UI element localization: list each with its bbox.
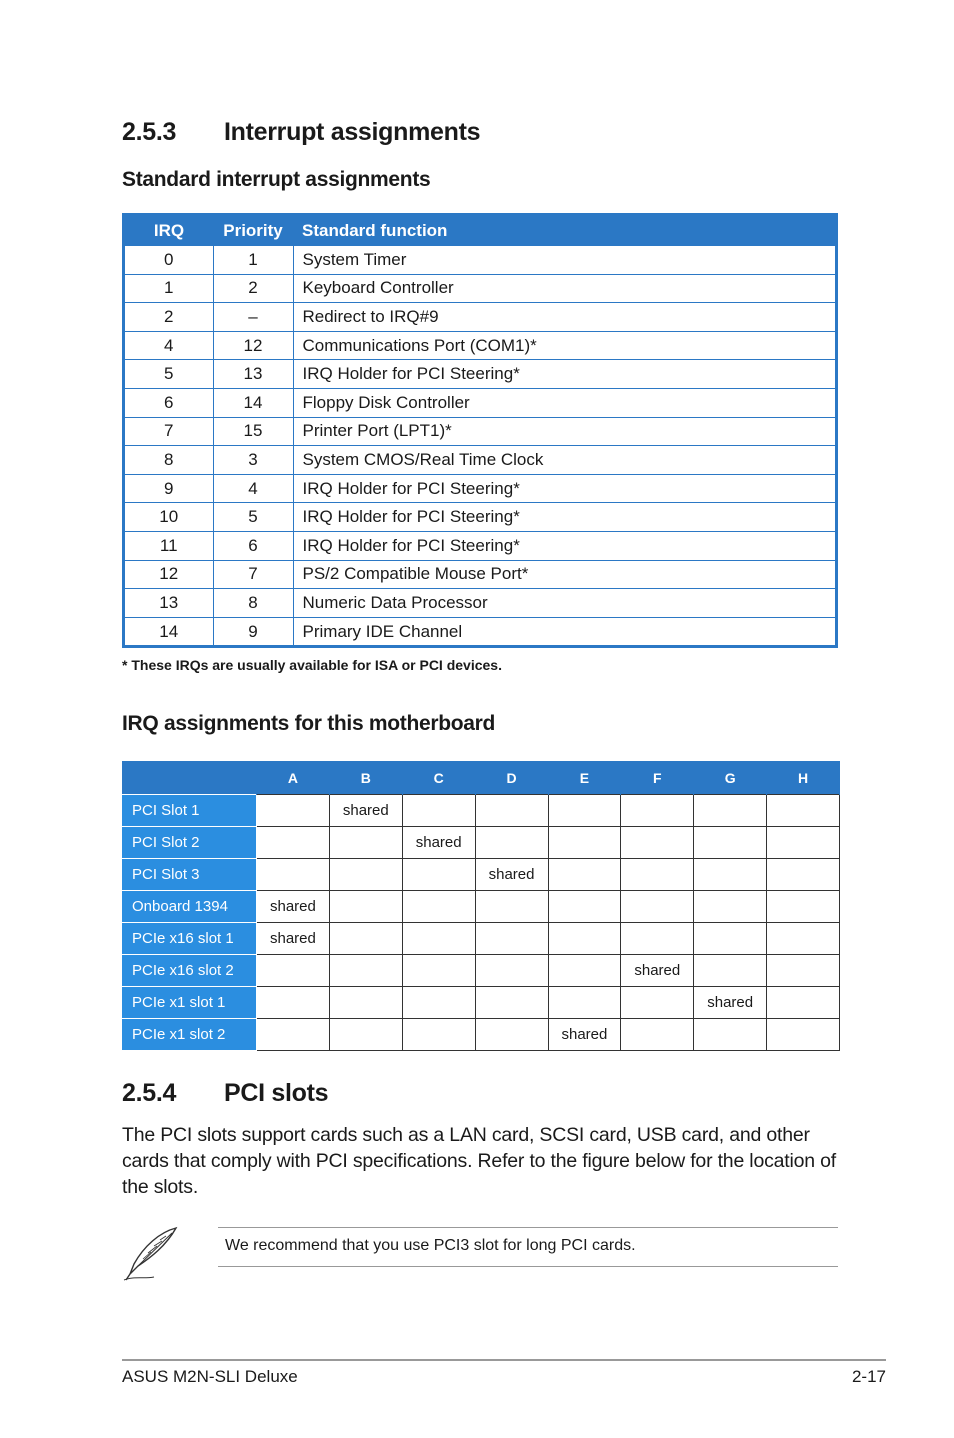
function-cell: Keyboard Controller — [293, 274, 837, 303]
priority-cell: 7 — [213, 560, 293, 589]
assignment-cell — [694, 859, 767, 891]
table-row — [124, 589, 837, 618]
assignment-cell — [257, 1019, 330, 1051]
standard-interrupt-title: Standard interrupt assignments — [122, 168, 431, 191]
assignment-cell — [548, 923, 621, 955]
irq-assignments-body — [122, 795, 840, 1051]
assignment-cell — [621, 987, 694, 1019]
assignment-cell — [329, 923, 402, 955]
assignment-cell — [402, 987, 475, 1019]
row-label: PCIe x1 slot 2 — [122, 1019, 257, 1051]
irq-cell: 7 — [124, 417, 214, 446]
priority-cell: 6 — [213, 531, 293, 560]
assignment-cell — [329, 891, 402, 923]
function-cell: Numeric Data Processor — [293, 589, 837, 618]
assignment-cell — [548, 891, 621, 923]
table-row — [122, 795, 840, 827]
table-row — [124, 617, 837, 647]
function-cell: Printer Port (LPT1)* — [293, 417, 837, 446]
header-column-h: H — [767, 761, 840, 795]
table-header-row — [124, 215, 837, 246]
row-label: PCIe x1 slot 1 — [122, 987, 257, 1019]
assignment-cell — [257, 955, 330, 987]
irq-assignments-table — [122, 761, 840, 1051]
assignment-cell — [621, 1019, 694, 1051]
function-cell: IRQ Holder for PCI Steering* — [293, 531, 837, 560]
quill-pen-icon — [120, 1224, 182, 1282]
priority-cell: 4 — [213, 474, 293, 503]
header-column-c: C — [402, 761, 475, 795]
header-column-e: E — [548, 761, 621, 795]
table-row — [124, 417, 837, 446]
note-text: We recommend that you use PCI3 slot for long PCI cards. — [225, 1237, 636, 1254]
section-title-text: Interrupt assignments — [224, 118, 481, 146]
table-row — [122, 987, 840, 1019]
assignment-cell — [402, 1019, 475, 1051]
footer-page-number: 2-17 — [851, 1367, 886, 1386]
function-cell: PS/2 Compatible Mouse Port* — [293, 560, 837, 589]
priority-cell: – — [213, 303, 293, 332]
assignment-cell — [621, 795, 694, 827]
priority-cell: 14 — [213, 388, 293, 417]
table-row — [124, 331, 837, 360]
pci-slots-paragraph: The PCI slots support cards such as a LAN card, SCSI card, USB card, and other cards that comply with PCI specifications. Refer to the figure below for the location of the slots. — [122, 1124, 837, 1198]
assignment-cell — [548, 987, 621, 1019]
assignment-cell: shared — [257, 923, 330, 955]
header-blank — [122, 761, 257, 795]
assignment-cell — [402, 859, 475, 891]
header-column-a: A — [257, 761, 330, 795]
table-row — [124, 503, 837, 532]
table-row — [122, 923, 840, 955]
function-cell: Primary IDE Channel — [293, 617, 837, 647]
irq-cell: 6 — [124, 388, 214, 417]
table-row — [124, 474, 837, 503]
note-top-rule — [218, 1227, 838, 1228]
table-row — [122, 827, 840, 859]
priority-cell: 2 — [213, 274, 293, 303]
assignment-cell: shared — [329, 795, 402, 827]
irq-cell: 5 — [124, 360, 214, 389]
standard-interrupt-body — [124, 246, 837, 647]
assignment-cell — [767, 827, 840, 859]
table-row — [124, 446, 837, 475]
function-cell: Communications Port (COM1)* — [293, 331, 837, 360]
header-priority: Priority — [213, 215, 293, 246]
function-cell: IRQ Holder for PCI Steering* — [293, 474, 837, 503]
assignment-cell — [329, 859, 402, 891]
assignment-cell: shared — [402, 827, 475, 859]
irq-cell: 12 — [124, 560, 214, 589]
standard-interrupt-table — [122, 213, 838, 648]
note-bottom-rule — [218, 1266, 838, 1267]
assignment-cell — [402, 923, 475, 955]
assignment-cell — [621, 923, 694, 955]
priority-cell: 13 — [213, 360, 293, 389]
section-2-5-4-title — [122, 1079, 328, 1108]
assignment-cell — [329, 1019, 402, 1051]
assignment-cell — [694, 923, 767, 955]
irq-cell: 14 — [124, 617, 214, 647]
assignment-cell — [402, 795, 475, 827]
irq-cell: 0 — [124, 246, 214, 275]
table-row — [124, 388, 837, 417]
priority-cell: 9 — [213, 617, 293, 647]
row-label: PCI Slot 2 — [122, 827, 257, 859]
assignment-cell — [767, 891, 840, 923]
function-cell: Floppy Disk Controller — [293, 388, 837, 417]
assignment-cell — [475, 795, 548, 827]
row-label: PCIe x16 slot 1 — [122, 923, 257, 955]
irq-cell: 10 — [124, 503, 214, 532]
assignment-cell: shared — [694, 987, 767, 1019]
irq-assignments-title: IRQ assignments for this motherboard — [122, 712, 496, 735]
table-row — [124, 531, 837, 560]
irq-cell: 4 — [124, 331, 214, 360]
footer-rule — [122, 1359, 886, 1361]
header-column-f: F — [621, 761, 694, 795]
table-row — [124, 246, 837, 275]
assignment-cell — [621, 827, 694, 859]
priority-cell: 5 — [213, 503, 293, 532]
table-row — [122, 955, 840, 987]
assignment-cell — [402, 955, 475, 987]
assignment-cell — [767, 955, 840, 987]
assignment-cell — [621, 859, 694, 891]
irq-cell: 11 — [124, 531, 214, 560]
priority-cell: 1 — [213, 246, 293, 275]
irq-cell: 2 — [124, 303, 214, 332]
table-row — [124, 560, 837, 589]
assignment-cell — [548, 795, 621, 827]
row-label: PCI Slot 1 — [122, 795, 257, 827]
assignment-cell — [694, 1019, 767, 1051]
assignment-cell — [767, 795, 840, 827]
table-row — [124, 274, 837, 303]
assignment-cell: shared — [621, 955, 694, 987]
assignment-cell — [767, 1019, 840, 1051]
assignment-cell — [767, 987, 840, 1019]
table-header-row — [122, 761, 840, 795]
irq-cell: 8 — [124, 446, 214, 475]
assignment-cell — [694, 827, 767, 859]
assignment-cell — [257, 795, 330, 827]
assignment-cell — [257, 827, 330, 859]
section-number: 2.5.4 — [122, 1079, 177, 1107]
function-cell: System Timer — [293, 246, 837, 275]
assignment-cell — [257, 987, 330, 1019]
priority-cell: 15 — [213, 417, 293, 446]
assignment-cell — [621, 891, 694, 923]
assignment-cell — [694, 955, 767, 987]
assignment-cell — [475, 955, 548, 987]
table-row — [124, 303, 837, 332]
assignment-cell — [548, 859, 621, 891]
header-column-b: B — [329, 761, 402, 795]
header-column-d: D — [475, 761, 548, 795]
table-row — [122, 1019, 840, 1051]
assignment-cell — [475, 891, 548, 923]
function-cell: System CMOS/Real Time Clock — [293, 446, 837, 475]
header-standard-function: Standard function — [293, 215, 837, 246]
row-label: Onboard 1394 — [122, 891, 257, 923]
header-irq: IRQ — [124, 215, 214, 246]
assignment-cell: shared — [475, 859, 548, 891]
function-cell: Redirect to IRQ#9 — [293, 303, 837, 332]
priority-cell: 8 — [213, 589, 293, 618]
function-cell: IRQ Holder for PCI Steering* — [293, 503, 837, 532]
assignment-cell — [475, 827, 548, 859]
header-column-g: G — [694, 761, 767, 795]
assignment-cell — [767, 923, 840, 955]
row-label: PCIe x16 slot 2 — [122, 955, 257, 987]
section-title-text: PCI slots — [224, 1079, 329, 1107]
function-cell: IRQ Holder for PCI Steering* — [293, 360, 837, 389]
assignment-cell — [694, 795, 767, 827]
assignment-cell: shared — [548, 1019, 621, 1051]
table-row — [122, 859, 840, 891]
table-row — [122, 891, 840, 923]
assignment-cell — [475, 987, 548, 1019]
assignment-cell — [257, 859, 330, 891]
assignment-cell — [329, 827, 402, 859]
assignment-cell — [475, 1019, 548, 1051]
irq-footnote: * These IRQs are usually available for ISA or PCI devices. — [122, 657, 502, 673]
assignment-cell — [329, 987, 402, 1019]
table-row — [124, 360, 837, 389]
assignment-cell — [329, 955, 402, 987]
assignment-cell — [767, 859, 840, 891]
row-label: PCI Slot 3 — [122, 859, 257, 891]
section-number: 2.5.3 — [122, 118, 177, 146]
section-2-5-3-title — [122, 118, 480, 147]
assignment-cell — [475, 923, 548, 955]
irq-cell: 13 — [124, 589, 214, 618]
irq-cell: 1 — [124, 274, 214, 303]
priority-cell: 12 — [213, 331, 293, 360]
assignment-cell — [402, 891, 475, 923]
footer-product-name: ASUS M2N-SLI Deluxe — [122, 1367, 298, 1386]
assignment-cell — [548, 827, 621, 859]
priority-cell: 3 — [213, 446, 293, 475]
irq-cell: 9 — [124, 474, 214, 503]
assignment-cell — [694, 891, 767, 923]
assignment-cell: shared — [257, 891, 330, 923]
assignment-cell — [548, 955, 621, 987]
